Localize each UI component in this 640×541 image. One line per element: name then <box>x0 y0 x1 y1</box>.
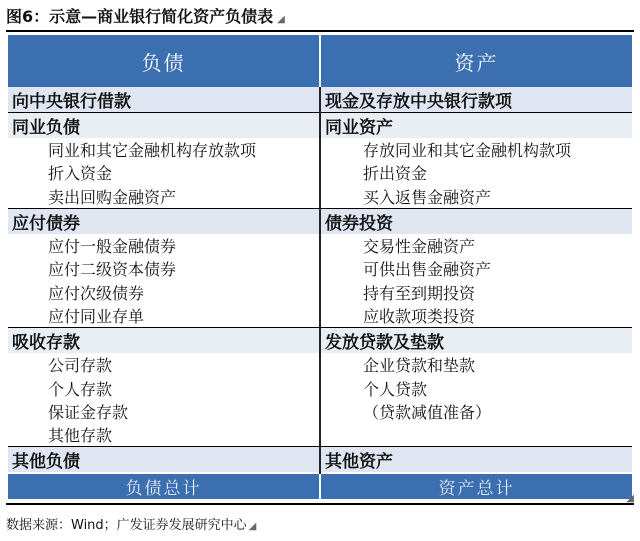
liability-category: 向中央银行借款 <box>8 87 320 113</box>
total-row <box>8 473 632 499</box>
liability-item: 卖出回购金融资产 <box>8 185 320 209</box>
asset-item: 存放同业和其它金融机构款项 <box>320 138 632 161</box>
source-text: 数据来源：Wind；广发证券发展研究中心 <box>6 518 247 533</box>
liability-item: 个人存款 <box>8 376 320 399</box>
asset-item: 买入返售金融资产 <box>320 185 632 209</box>
liability-item: 应付同业存单 <box>8 304 320 328</box>
liability-item: 公司存款 <box>8 353 320 376</box>
category-row <box>8 447 632 474</box>
liability-item: 同业和其它金融机构存放款项 <box>8 138 320 161</box>
liability-item: 保证金存款 <box>8 400 320 423</box>
item-row <box>8 280 632 303</box>
table-body <box>8 87 632 473</box>
header-row <box>8 35 632 87</box>
item-row <box>8 400 632 423</box>
item-row <box>8 161 632 184</box>
corner-mark-icon: ◢ <box>626 493 634 504</box>
bottom-rule <box>6 493 634 505</box>
category-row <box>8 113 632 139</box>
item-row <box>8 304 632 328</box>
asset-category: 其他资产 <box>320 447 632 474</box>
item-row <box>8 234 632 257</box>
asset-item: 交易性金融资产 <box>320 234 632 257</box>
liability-item: 应付二级资本债券 <box>8 257 320 280</box>
corner-mark-icon: ◢ <box>248 521 257 532</box>
asset-item: 持有至到期投资 <box>320 280 632 303</box>
liability-category: 同业负债 <box>8 113 320 139</box>
corner-mark-icon: ◢ <box>277 14 285 25</box>
total-liabilities: 负债总计 <box>8 473 320 499</box>
item-row <box>8 185 632 209</box>
category-row <box>8 208 632 234</box>
asset-item: （贷款减值准备） <box>320 400 632 423</box>
liability-item: 折入资金 <box>8 161 320 184</box>
item-row <box>8 353 632 376</box>
total-assets: 资产总计 <box>320 473 632 499</box>
source-note <box>6 514 256 533</box>
liability-category: 其他负债 <box>8 447 320 474</box>
category-row <box>8 87 632 113</box>
asset-item: 可供出售金融资产 <box>320 257 632 280</box>
asset-category: 发放贷款及垫款 <box>320 328 632 354</box>
liability-category: 应付债券 <box>8 208 320 234</box>
header-liabilities: 负债 <box>8 35 320 87</box>
liability-item: 应付次级债券 <box>8 280 320 303</box>
liability-item: 其他存款 <box>8 423 320 447</box>
asset-item: 应收款项类投资 <box>320 304 632 328</box>
figure-title <box>6 4 634 32</box>
item-row <box>8 257 632 280</box>
balance-sheet-table <box>8 35 632 499</box>
asset-item: 折出资金 <box>320 161 632 184</box>
asset-category: 现金及存放中央银行款项 <box>320 87 632 113</box>
liability-item: 应付一般金融债券 <box>8 234 320 257</box>
asset-category: 债券投资 <box>320 208 632 234</box>
asset-item <box>320 423 632 447</box>
liability-category: 吸收存款 <box>8 328 320 354</box>
item-row <box>8 423 632 447</box>
item-row <box>8 376 632 399</box>
asset-item: 个人贷款 <box>320 376 632 399</box>
figure-title-text: 图6：示意—商业银行简化资产负债表 <box>6 7 274 26</box>
asset-category: 同业资产 <box>320 113 632 139</box>
item-row <box>8 138 632 161</box>
category-row <box>8 328 632 354</box>
asset-item: 企业贷款和垫款 <box>320 353 632 376</box>
header-assets: 资产 <box>320 35 632 87</box>
